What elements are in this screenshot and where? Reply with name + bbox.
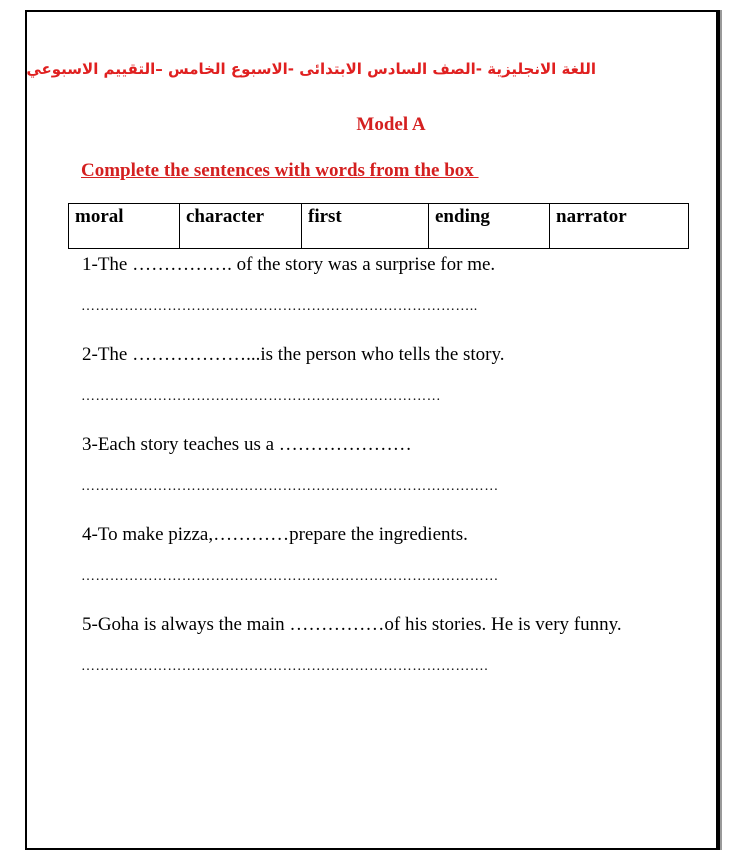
sentence-4: 4-To make pizza,…………prepare the ingredients. [82,524,468,545]
answer-line-4: …………………………………………………………………………… [81,569,499,584]
sentence-5: 5-Goha is always the main ……………of his stories. He is very funny. [82,614,622,635]
word-box-item: character [180,204,302,249]
arabic-worksheet-title: اللغة الانجليزية -الصف السادس الابتدائى -الاسبوع الخامس –التقييم الاسبوعي [26,60,596,78]
word-box-item: ending [429,204,550,249]
sentence-1: 1-The ……………. of the story was a surprise for me. [82,254,496,275]
instruction-heading: Complete the sentences with words from the box [81,160,479,181]
word-box-item: moral [69,204,180,249]
answer-line-1: ……………………………………………………………………….. [81,299,478,314]
answer-line-5: …………………………………………………………………………. [81,659,489,674]
word-box [68,203,689,249]
page-border [25,10,720,850]
word-box-item: narrator [550,204,689,249]
sentence-2: 2-The ………………...is the person who tells the story. [82,344,505,365]
answer-line-3: …………………………………………………………………………… [81,479,499,494]
model-title: Model A [356,114,426,135]
word-box-item: first [302,204,429,249]
answer-line-2: ………………………………………………………………… [81,389,441,404]
sentence-3: 3-Each story teaches us a ………………… [82,434,412,455]
